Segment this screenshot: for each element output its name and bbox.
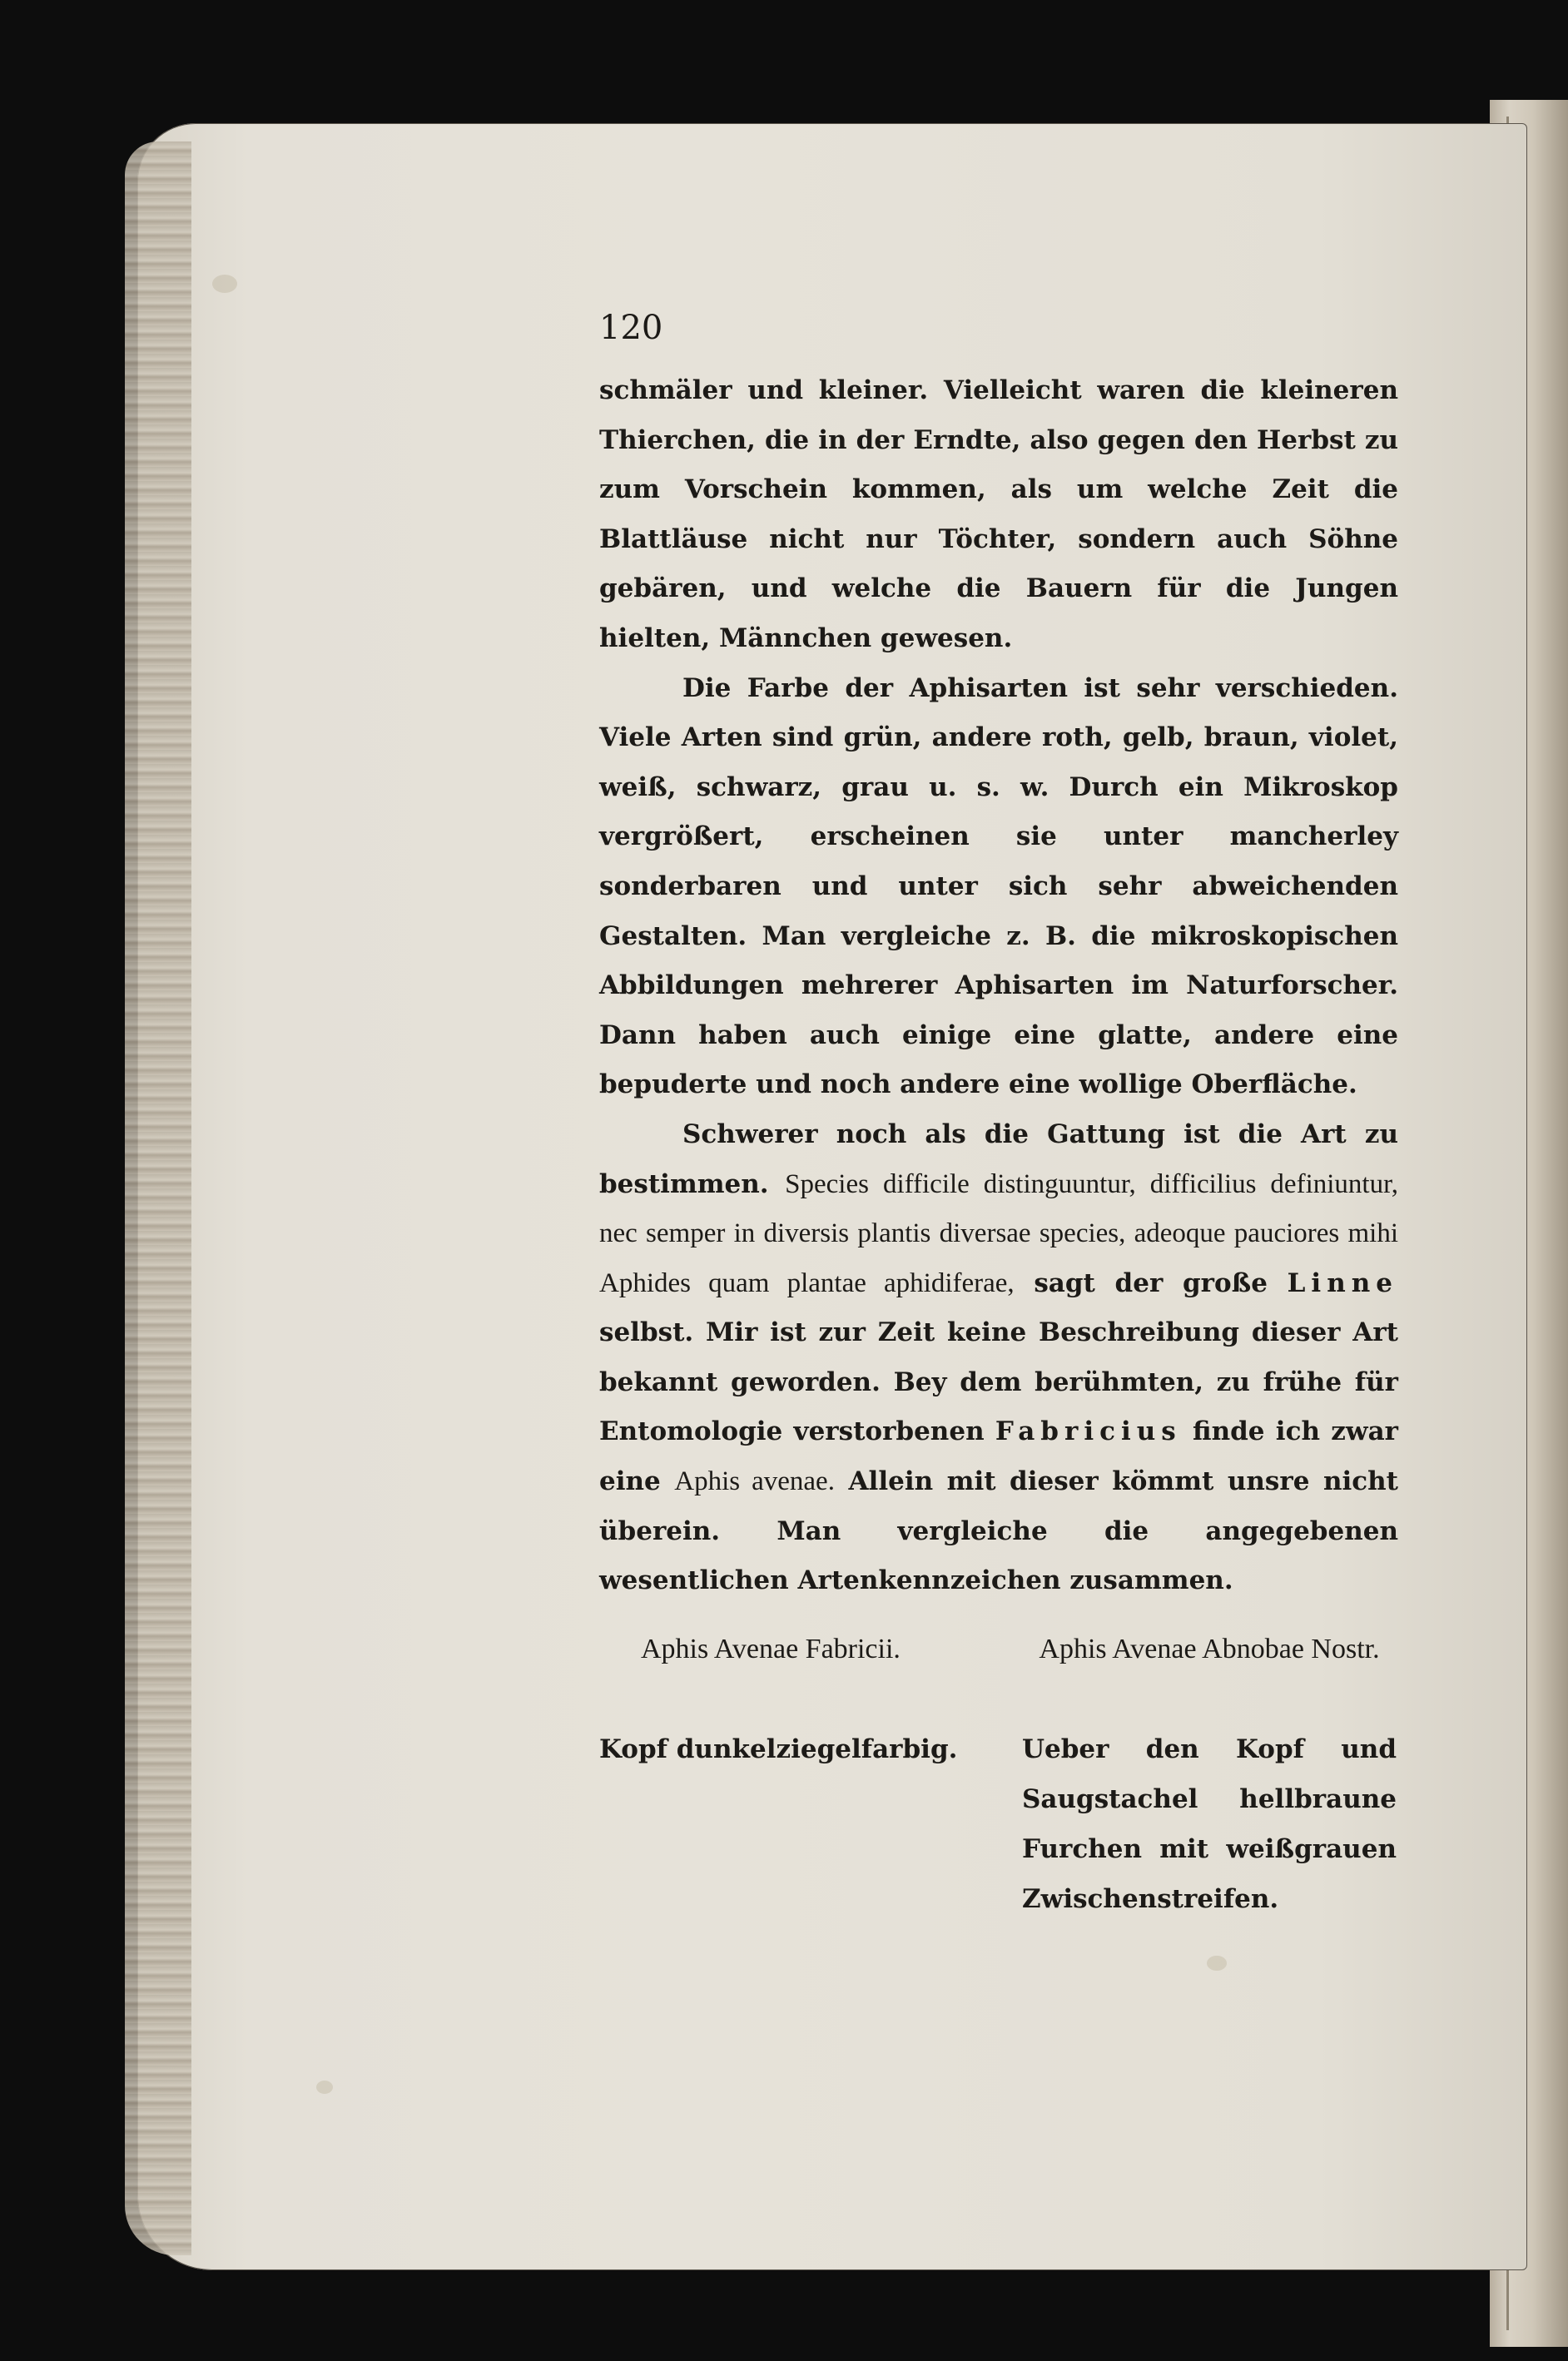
paragraph-3 (599, 1110, 1398, 1606)
main-text-block (599, 308, 1398, 1606)
right-column-heading: Aphis Avenae Abnobae Nostr. (1039, 1634, 1380, 1664)
foxing-spot (212, 275, 237, 293)
worn-page-edge (125, 141, 191, 2255)
right-column-description: Ueber den Kopf und Saugstachel hellbraune Furchen mit weißgrauen Zwischenstreifen. (1022, 1734, 1397, 1914)
comparison-left-column (599, 1624, 974, 1764)
foxing-spot (316, 2081, 333, 2094)
foxing-spot (1207, 1956, 1227, 1971)
latin-species-name: Aphis avenae. (674, 1466, 835, 1497)
comparison-right-column (1022, 1624, 1397, 1914)
paragraph-3-intro: Schwerer noch als die Gattung ist die Art zu bestimmen. (599, 1118, 1398, 1199)
paragraph-3-find: finde ich zwar eine (599, 1416, 1398, 1497)
latin-quotation: Species difficile distinguuntur, difficilius definiuntur, nec semper in diversis plantis diversae species, adeoque pauciores mihi Aphides quam plantae aphidiferae, (599, 1168, 1398, 1298)
author-name-fabricius: Fabricius (995, 1416, 1182, 1447)
page-number: 120 (599, 309, 663, 347)
left-column-description: Kopf dunkelziegelfarbig. (599, 1734, 958, 1764)
paragraph-3-attribution: sagt der große (1034, 1267, 1268, 1298)
paragraph-1: schmäler und kleiner. Vielleicht waren die kleineren Thierchen, die in der Erndte, also gegen den Herbst zu zum Vorschein kommen, als um welche Zeit die Blattläuse nicht nur Töchter, sondern auch Söhne gebären, und welche die Bauern für die Jungen hielten, Männchen gewesen. (599, 375, 1398, 653)
paragraph-2: Die Farbe der Aphisarten ist sehr verschieden. Viele Arten sind grün, andere roth, gelb, braun, violet, weiß, schwarz, grau u. s. w. Durch ein Mikroskop vergrößert, erscheinen sie unter mancherley sonderbaren und unter sich sehr abweichenden Gestalten. Man vergleiche z. B. die mikroskopischen Abbildungen mehrerer Aphisarten im Naturforscher. Dann haben auch einige eine glatte, andere eine bepuderte und noch andere eine wollige Oberfläche. (599, 672, 1398, 1100)
paragraph-3-closing: Allein mit dieser kömmt unsre nicht überein. Man vergleiche die angegebenen wesentlichen Artenkennzeichen zusammen. (599, 1466, 1399, 1596)
author-name-linne: Linne (1287, 1267, 1398, 1298)
left-column-heading: Aphis Avenae Fabricii. (641, 1634, 901, 1664)
paragraph-3-continuation: selbst. Mir ist zur Zeit keine Beschreibung dieser Art bekannt geworden. Bey dem berühmten, zu frühe für Entomologie verstorbenen (599, 1317, 1398, 1447)
